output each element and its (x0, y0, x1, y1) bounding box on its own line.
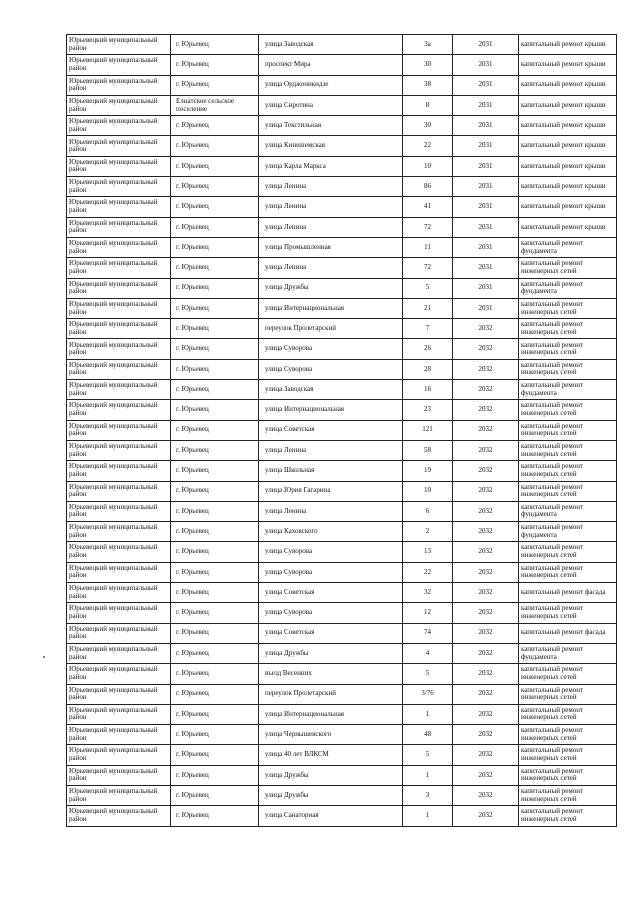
district-cell: Юрьевецкий муниципальный район (67, 298, 171, 318)
street-cell: улица Суворова (259, 603, 403, 623)
district-cell: Юрьевецкий муниципальный район (67, 258, 171, 278)
work-type-cell: капитальный ремонт инженерных сетей (519, 400, 617, 420)
table-row (67, 440, 617, 460)
year-cell: 2031 (453, 177, 519, 197)
year-cell: 2032 (453, 583, 519, 603)
street-cell: улица Орджоникидзе (259, 75, 403, 95)
district-cell: Юрьевецкий муниципальный район (67, 664, 171, 684)
scan-speck (43, 656, 45, 658)
table-row (67, 420, 617, 440)
district-cell: Юрьевецкий муниципальный район (67, 359, 171, 379)
table-row (67, 765, 617, 785)
street-cell: улица Ленина (259, 440, 403, 460)
house-number-cell: 5 (403, 664, 453, 684)
year-cell: 2032 (453, 684, 519, 704)
city-cell: г. Юрьевец (171, 258, 259, 278)
table-body (67, 35, 617, 827)
street-cell: улица Текстильная (259, 116, 403, 136)
street-cell: улица Ленина (259, 197, 403, 217)
table-row (67, 298, 617, 318)
table-row (67, 319, 617, 339)
district-cell: Юрьевецкий муниципальный район (67, 197, 171, 217)
work-type-cell: капитальный ремонт инженерных сетей (519, 562, 617, 582)
city-cell: г. Юрьевец (171, 664, 259, 684)
district-cell: Юрьевецкий муниципальный район (67, 35, 171, 55)
year-cell: 2032 (453, 745, 519, 765)
house-number-cell: 121 (403, 420, 453, 440)
year-cell: 2032 (453, 481, 519, 501)
work-type-cell: капитальный ремонт инженерных сетей (519, 785, 617, 805)
table-row (67, 725, 617, 745)
city-cell: г. Юрьевец (171, 136, 259, 156)
house-number-cell: 32 (403, 583, 453, 603)
work-type-cell: капитальный ремонт инженерных сетей (519, 765, 617, 785)
house-number-cell: 8 (403, 95, 453, 115)
street-cell: улица Интернациональная (259, 400, 403, 420)
city-cell: г. Юрьевец (171, 461, 259, 481)
work-type-cell: капитальный ремонт инженерных сетей (519, 481, 617, 501)
year-cell: 2031 (453, 35, 519, 55)
city-cell: г. Юрьевец (171, 725, 259, 745)
district-cell: Юрьевецкий муниципальный район (67, 440, 171, 460)
street-cell: улица Ленина (259, 501, 403, 521)
house-number-cell: 1 (403, 806, 453, 826)
city-cell: г. Юрьевец (171, 704, 259, 724)
district-cell: Юрьевецкий муниципальный район (67, 684, 171, 704)
table-row (67, 75, 617, 95)
repair-schedule-table (66, 34, 617, 827)
district-cell: Юрьевецкий муниципальный район (67, 806, 171, 826)
street-cell: переулок Пролетарский (259, 684, 403, 704)
table-row (67, 603, 617, 623)
street-cell: улица Дружбы (259, 765, 403, 785)
year-cell: 2031 (453, 95, 519, 115)
house-number-cell: 30 (403, 55, 453, 75)
year-cell: 2032 (453, 440, 519, 460)
work-type-cell: капитальный ремонт крыши (519, 197, 617, 217)
table-row (67, 339, 617, 359)
table-row (67, 258, 617, 278)
city-cell: г. Юрьевец (171, 298, 259, 318)
street-cell: улица Советская (259, 623, 403, 643)
house-number-cell: 3/76 (403, 684, 453, 704)
year-cell: 2032 (453, 420, 519, 440)
street-cell: улица Заводская (259, 380, 403, 400)
house-number-cell: 16 (403, 380, 453, 400)
year-cell: 2032 (453, 664, 519, 684)
year-cell: 2031 (453, 237, 519, 257)
table-row (67, 542, 617, 562)
table-row (67, 806, 617, 826)
district-cell: Юрьевецкий муниципальный район (67, 400, 171, 420)
street-cell: улица Кинешемская (259, 136, 403, 156)
table-row (67, 785, 617, 805)
work-type-cell: капитальный ремонт фундамента (519, 522, 617, 542)
work-type-cell: капитальный ремонт инженерных сетей (519, 359, 617, 379)
house-number-cell: 11 (403, 237, 453, 257)
street-cell: улица Интернациональная (259, 298, 403, 318)
table-row (67, 562, 617, 582)
house-number-cell: 38 (403, 75, 453, 95)
house-number-cell: 30 (403, 116, 453, 136)
table-row (67, 217, 617, 237)
district-cell: Юрьевецкий муниципальный район (67, 156, 171, 176)
district-cell: Юрьевецкий муниципальный район (67, 643, 171, 663)
house-number-cell: 12 (403, 603, 453, 623)
work-type-cell: капитальный ремонт крыши (519, 116, 617, 136)
year-cell: 2031 (453, 136, 519, 156)
table-row (67, 55, 617, 75)
house-number-cell: 3 (403, 785, 453, 805)
house-number-cell: 3а (403, 35, 453, 55)
work-type-cell: капитальный ремонт инженерных сетей (519, 664, 617, 684)
district-cell: Юрьевецкий муниципальный район (67, 623, 171, 643)
district-cell: Юрьевецкий муниципальный район (67, 785, 171, 805)
table-row (67, 359, 617, 379)
city-cell: г. Юрьевец (171, 603, 259, 623)
table-row (67, 745, 617, 765)
house-number-cell: 5 (403, 278, 453, 298)
house-number-cell: 1 (403, 765, 453, 785)
city-cell: г. Юрьевец (171, 116, 259, 136)
street-cell: улица Суворова (259, 359, 403, 379)
district-cell: Юрьевецкий муниципальный район (67, 562, 171, 582)
table-row (67, 156, 617, 176)
street-cell: улица Суворова (259, 542, 403, 562)
year-cell: 2032 (453, 603, 519, 623)
year-cell: 2031 (453, 278, 519, 298)
table-row (67, 481, 617, 501)
house-number-cell: 10 (403, 156, 453, 176)
district-cell: Юрьевецкий муниципальный район (67, 136, 171, 156)
house-number-cell: 22 (403, 562, 453, 582)
year-cell: 2032 (453, 785, 519, 805)
city-cell: г. Юрьевец (171, 522, 259, 542)
year-cell: 2032 (453, 806, 519, 826)
city-cell: г. Юрьевец (171, 643, 259, 663)
table-row (67, 95, 617, 115)
district-cell: Юрьевецкий муниципальный район (67, 745, 171, 765)
street-cell: улица Школьная (259, 461, 403, 481)
year-cell: 2031 (453, 197, 519, 217)
house-number-cell: 5 (403, 745, 453, 765)
city-cell: г. Юрьевец (171, 684, 259, 704)
table-row (67, 643, 617, 663)
street-cell: проспект Мира (259, 55, 403, 75)
district-cell: Юрьевецкий муниципальный район (67, 319, 171, 339)
city-cell: г. Юрьевец (171, 75, 259, 95)
work-type-cell: капитальный ремонт инженерных сетей (519, 704, 617, 724)
city-cell: г. Юрьевец (171, 197, 259, 217)
table-row (67, 684, 617, 704)
year-cell: 2032 (453, 765, 519, 785)
street-cell: улица Дружбы (259, 278, 403, 298)
street-cell: улица Каховского (259, 522, 403, 542)
city-cell: г. Юрьевец (171, 35, 259, 55)
work-type-cell: капитальный ремонт фундамента (519, 643, 617, 663)
year-cell: 2031 (453, 217, 519, 237)
work-type-cell: капитальный ремонт крыши (519, 55, 617, 75)
year-cell: 2032 (453, 319, 519, 339)
street-cell: улица 40 лет ВЛКСМ (259, 745, 403, 765)
house-number-cell: 86 (403, 177, 453, 197)
house-number-cell: 19 (403, 461, 453, 481)
city-cell: г. Юрьевец (171, 785, 259, 805)
year-cell: 2031 (453, 156, 519, 176)
work-type-cell: капитальный ремонт инженерных сетей (519, 461, 617, 481)
work-type-cell: капитальный ремонт фундамента (519, 501, 617, 521)
street-cell: улица Ленина (259, 217, 403, 237)
district-cell: Юрьевецкий муниципальный район (67, 542, 171, 562)
street-cell: улица Промышленная (259, 237, 403, 257)
district-cell: Юрьевецкий муниципальный район (67, 55, 171, 75)
house-number-cell: 72 (403, 217, 453, 237)
district-cell: Юрьевецкий муниципальный район (67, 75, 171, 95)
year-cell: 2032 (453, 725, 519, 745)
house-number-cell: 26 (403, 339, 453, 359)
year-cell: 2031 (453, 75, 519, 95)
city-cell: г. Юрьевец (171, 237, 259, 257)
city-cell: г. Юрьевец (171, 745, 259, 765)
city-cell: г. Юрьевец (171, 440, 259, 460)
district-cell: Юрьевецкий муниципальный район (67, 765, 171, 785)
year-cell: 2032 (453, 380, 519, 400)
city-cell: г. Юрьевец (171, 501, 259, 521)
street-cell: улица Заводская (259, 35, 403, 55)
work-type-cell: капитальный ремонт инженерных сетей (519, 684, 617, 704)
street-cell: улица Юрия Гагарина (259, 481, 403, 501)
house-number-cell: 13 (403, 542, 453, 562)
street-cell: улица Интернациональная (259, 704, 403, 724)
district-cell: Юрьевецкий муниципальный район (67, 217, 171, 237)
year-cell: 2032 (453, 400, 519, 420)
year-cell: 2032 (453, 704, 519, 724)
street-cell: улица Дружбы (259, 785, 403, 805)
street-cell: улица Ленина (259, 177, 403, 197)
street-cell: улица Суворова (259, 562, 403, 582)
work-type-cell: капитальный ремонт крыши (519, 177, 617, 197)
table-row (67, 522, 617, 542)
work-type-cell: капитальный ремонт инженерных сетей (519, 542, 617, 562)
house-number-cell: 10 (403, 481, 453, 501)
house-number-cell: 48 (403, 725, 453, 745)
year-cell: 2032 (453, 501, 519, 521)
work-type-cell: капитальный ремонт фундамента (519, 380, 617, 400)
district-cell: Юрьевецкий муниципальный район (67, 725, 171, 745)
table-row (67, 704, 617, 724)
district-cell: Юрьевецкий муниципальный район (67, 522, 171, 542)
house-number-cell: 2 (403, 522, 453, 542)
house-number-cell: 21 (403, 298, 453, 318)
repair-schedule-page (66, 34, 616, 866)
city-cell: г. Юрьевец (171, 481, 259, 501)
table-row (67, 237, 617, 257)
city-cell: г. Юрьевец (171, 217, 259, 237)
house-number-cell: 41 (403, 197, 453, 217)
house-number-cell: 4 (403, 643, 453, 663)
city-cell: г. Юрьевец (171, 420, 259, 440)
house-number-cell: 1 (403, 704, 453, 724)
street-cell: въезд Весенних (259, 664, 403, 684)
city-cell: г. Юрьевец (171, 319, 259, 339)
district-cell: Юрьевецкий муниципальный район (67, 95, 171, 115)
city-cell: г. Юрьевец (171, 583, 259, 603)
work-type-cell: капитальный ремонт инженерных сетей (519, 440, 617, 460)
city-cell: г. Юрьевец (171, 562, 259, 582)
work-type-cell: капитальный ремонт фундамента (519, 278, 617, 298)
work-type-cell: капитальный ремонт фасада (519, 583, 617, 603)
year-cell: 2032 (453, 562, 519, 582)
table-row (67, 380, 617, 400)
year-cell: 2031 (453, 298, 519, 318)
district-cell: Юрьевецкий муниципальный район (67, 339, 171, 359)
year-cell: 2032 (453, 542, 519, 562)
city-cell: г. Юрьевец (171, 177, 259, 197)
table-row (67, 197, 617, 217)
table-row (67, 278, 617, 298)
street-cell: улица Дружбы (259, 643, 403, 663)
work-type-cell: капитальный ремонт инженерных сетей (519, 339, 617, 359)
work-type-cell: капитальный ремонт крыши (519, 75, 617, 95)
district-cell: Юрьевецкий муниципальный район (67, 583, 171, 603)
street-cell: улица Ленина (259, 258, 403, 278)
district-cell: Юрьевецкий муниципальный район (67, 420, 171, 440)
street-cell: улица Советская (259, 420, 403, 440)
district-cell: Юрьевецкий муниципальный район (67, 481, 171, 501)
street-cell: улица Карла Маркса (259, 156, 403, 176)
table-row (67, 116, 617, 136)
street-cell: переулок Пролетарский (259, 319, 403, 339)
year-cell: 2032 (453, 339, 519, 359)
city-cell: г. Юрьевец (171, 542, 259, 562)
year-cell: 2032 (453, 461, 519, 481)
table-row (67, 136, 617, 156)
work-type-cell: капитальный ремонт крыши (519, 217, 617, 237)
city-cell: г. Юрьевец (171, 380, 259, 400)
house-number-cell: 7 (403, 319, 453, 339)
work-type-cell: капитальный ремонт крыши (519, 136, 617, 156)
district-cell: Юрьевецкий муниципальный район (67, 177, 171, 197)
district-cell: Юрьевецкий муниципальный район (67, 380, 171, 400)
district-cell: Юрьевецкий муниципальный район (67, 116, 171, 136)
district-cell: Юрьевецкий муниципальный район (67, 603, 171, 623)
city-cell: г. Юрьевец (171, 55, 259, 75)
house-number-cell: 58 (403, 440, 453, 460)
year-cell: 2031 (453, 55, 519, 75)
city-cell: г. Юрьевец (171, 806, 259, 826)
city-cell: г. Юрьевец (171, 359, 259, 379)
table-row (67, 400, 617, 420)
table-row (67, 177, 617, 197)
work-type-cell: капитальный ремонт инженерных сетей (519, 258, 617, 278)
district-cell: Юрьевецкий муниципальный район (67, 704, 171, 724)
house-number-cell: 28 (403, 359, 453, 379)
work-type-cell: капитальный ремонт фундамента (519, 237, 617, 257)
table-row (67, 501, 617, 521)
city-cell: г. Юрьевец (171, 156, 259, 176)
city-cell: г. Юрьевец (171, 765, 259, 785)
year-cell: 2032 (453, 623, 519, 643)
district-cell: Юрьевецкий муниципальный район (67, 501, 171, 521)
district-cell: Юрьевецкий муниципальный район (67, 461, 171, 481)
year-cell: 2032 (453, 643, 519, 663)
work-type-cell: капитальный ремонт инженерных сетей (519, 319, 617, 339)
district-cell: Юрьевецкий муниципальный район (67, 237, 171, 257)
work-type-cell: капитальный ремонт инженерных сетей (519, 806, 617, 826)
work-type-cell: капитальный ремонт крыши (519, 156, 617, 176)
year-cell: 2032 (453, 522, 519, 542)
table-row (67, 664, 617, 684)
work-type-cell: капитальный ремонт крыши (519, 95, 617, 115)
house-number-cell: 23 (403, 400, 453, 420)
house-number-cell: 22 (403, 136, 453, 156)
city-cell: г. Юрьевец (171, 400, 259, 420)
city-cell: г. Юрьевец (171, 339, 259, 359)
year-cell: 2032 (453, 359, 519, 379)
year-cell: 2031 (453, 116, 519, 136)
table-row (67, 583, 617, 603)
year-cell: 2031 (453, 258, 519, 278)
table-row (67, 461, 617, 481)
house-number-cell: 6 (403, 501, 453, 521)
work-type-cell: капитальный ремонт инженерных сетей (519, 298, 617, 318)
table-row (67, 35, 617, 55)
house-number-cell: 74 (403, 623, 453, 643)
work-type-cell: капитальный ремонт фасада (519, 623, 617, 643)
table-row (67, 623, 617, 643)
city-cell: г. Юрьевец (171, 278, 259, 298)
work-type-cell: капитальный ремонт крыши (519, 35, 617, 55)
street-cell: улица Суворова (259, 339, 403, 359)
house-number-cell: 72 (403, 258, 453, 278)
district-cell: Юрьевецкий муниципальный район (67, 278, 171, 298)
work-type-cell: капитальный ремонт инженерных сетей (519, 420, 617, 440)
city-cell: г. Юрьевец (171, 623, 259, 643)
work-type-cell: капитальный ремонт инженерных сетей (519, 745, 617, 765)
street-cell: улица Чернышевского (259, 725, 403, 745)
street-cell: улица Советская (259, 583, 403, 603)
city-cell: Елнатское сельское поселение (171, 95, 259, 115)
work-type-cell: капитальный ремонт инженерных сетей (519, 725, 617, 745)
street-cell: улица Сиротина (259, 95, 403, 115)
work-type-cell: капитальный ремонт инженерных сетей (519, 603, 617, 623)
street-cell: улица Санаторная (259, 806, 403, 826)
